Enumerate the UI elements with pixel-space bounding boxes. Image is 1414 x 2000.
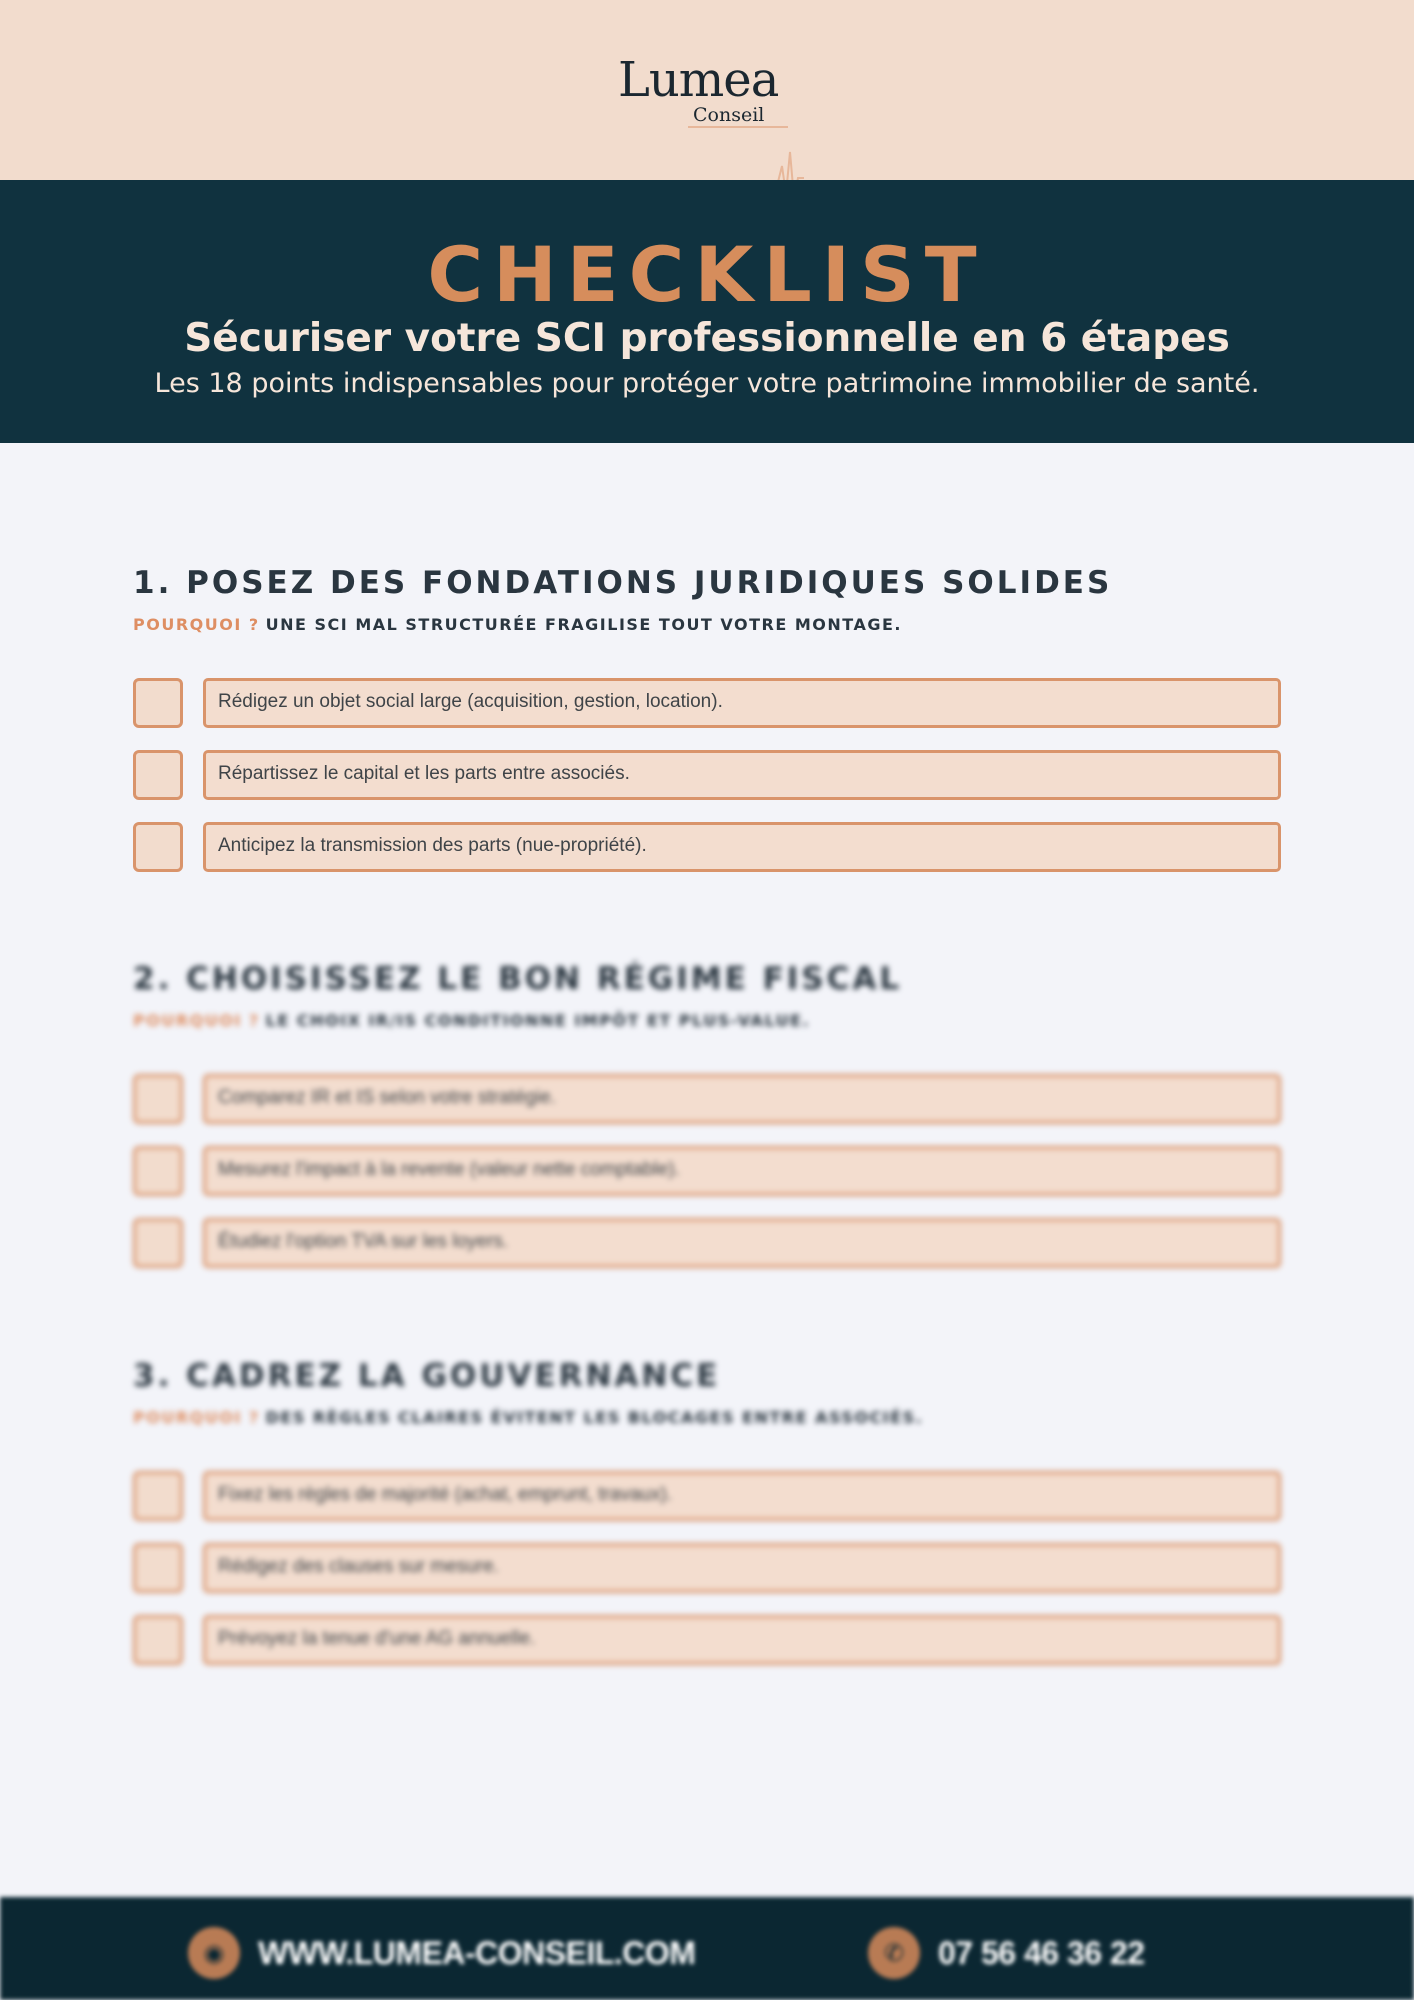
checklist-item-text: Anticipez la transmission des parts (nue-propriété). xyxy=(203,822,1281,872)
checkbox[interactable] xyxy=(133,1471,183,1521)
checklist-items xyxy=(133,1074,1281,1270)
checklist-items xyxy=(133,678,1281,874)
checklist-item-text: Étudiez l'option TVA sur les loyers. xyxy=(203,1218,1281,1268)
checklist-section-1 xyxy=(133,565,1281,894)
checklist-item-text: Rédigez un objet social large (acquisition, gestion, location). xyxy=(203,678,1281,728)
footer-phone: 07 56 46 36 22 xyxy=(938,1934,1145,1971)
why-label: POURQUOI ? xyxy=(133,1408,260,1427)
why-text: DES RÈGLES CLAIRES ÉVITENT LES BLOCAGES ENTRE ASSOCIÉS. xyxy=(265,1408,924,1427)
section-title: 1. POSEZ DES FONDATIONS JURIDIQUES SOLIDES xyxy=(133,565,1113,601)
checklist-item-text: Répartissez le capital et les parts entre associés. xyxy=(203,750,1281,800)
footer-phone-link[interactable] xyxy=(868,1927,1145,1979)
checkbox[interactable] xyxy=(133,1218,183,1268)
page-description: Les 18 points indispensables pour protéger votre patrimoine immobilier de santé. xyxy=(154,368,1260,399)
checklist-section-3 xyxy=(133,1358,1281,1687)
header-band xyxy=(0,0,1414,180)
checklist-item-text: Prévoyez la tenue d'une AG annuelle. xyxy=(203,1615,1281,1665)
checklist-item-text: Mesurez l'impact à la revente (valeur nette comptable). xyxy=(203,1146,1281,1196)
checkbox[interactable] xyxy=(133,750,183,800)
phone-icon: ✆ xyxy=(868,1927,920,1979)
section-title: 2. CHOISISSEZ LE BON RÉGIME FISCAL xyxy=(133,961,903,997)
footer-bar xyxy=(0,1897,1414,2000)
checkbox[interactable] xyxy=(133,1146,183,1196)
why-text: LE CHOIX IR/IS CONDITIONNE IMPÔT ET PLUS-VALUE. xyxy=(265,1011,811,1030)
checkbox[interactable] xyxy=(133,1615,183,1665)
checklist-items xyxy=(133,1471,1281,1667)
checklist-item xyxy=(133,822,1281,874)
page-subtitle: Sécuriser votre SCI professionnelle en 6 étapes xyxy=(184,316,1230,361)
checklist-item xyxy=(133,1615,1281,1667)
why-label: POURQUOI ? xyxy=(133,1011,260,1030)
section-why xyxy=(133,1408,1281,1430)
why-label: POURQUOI ? xyxy=(133,615,260,634)
why-text: UNE SCI MAL STRUCTURÉE FRAGILISE TOUT VOTRE MONTAGE. xyxy=(265,615,902,634)
section-why xyxy=(133,615,1281,637)
checklist-item xyxy=(133,1146,1281,1198)
page-title: CHECKLIST xyxy=(427,230,987,319)
section-why xyxy=(133,1011,1281,1033)
logo-wordmark: Lumea xyxy=(618,52,779,108)
checklist-item xyxy=(133,1074,1281,1126)
checklist-section-2 xyxy=(133,961,1281,1290)
footer-website-link[interactable] xyxy=(188,1927,695,1979)
brand-logo xyxy=(600,52,820,162)
checkbox[interactable] xyxy=(133,822,183,872)
checklist-item xyxy=(133,1543,1281,1595)
checklist-item-text: Comparez IR et IS selon votre stratégie. xyxy=(203,1074,1281,1124)
hero-banner xyxy=(0,180,1414,443)
checklist-item-text: Rédigez des clauses sur mesure. xyxy=(203,1543,1281,1593)
checklist-item xyxy=(133,678,1281,730)
checklist-item xyxy=(133,1471,1281,1523)
section-title: 3. CADREZ LA GOUVERNANCE xyxy=(133,1358,721,1394)
checkbox[interactable] xyxy=(133,1543,183,1593)
checkbox[interactable] xyxy=(133,1074,183,1124)
checkbox[interactable] xyxy=(133,678,183,728)
footer-website: WWW.LUMEA-CONSEIL.COM xyxy=(258,1934,696,1971)
logo-subtitle: Conseil xyxy=(693,104,765,126)
checklist-item-text: Fixez les règles de majorité (achat, emprunt, travaux). xyxy=(203,1471,1281,1521)
checklist-item xyxy=(133,1218,1281,1270)
checklist-item xyxy=(133,750,1281,802)
globe-icon: ◉ xyxy=(188,1927,240,1979)
